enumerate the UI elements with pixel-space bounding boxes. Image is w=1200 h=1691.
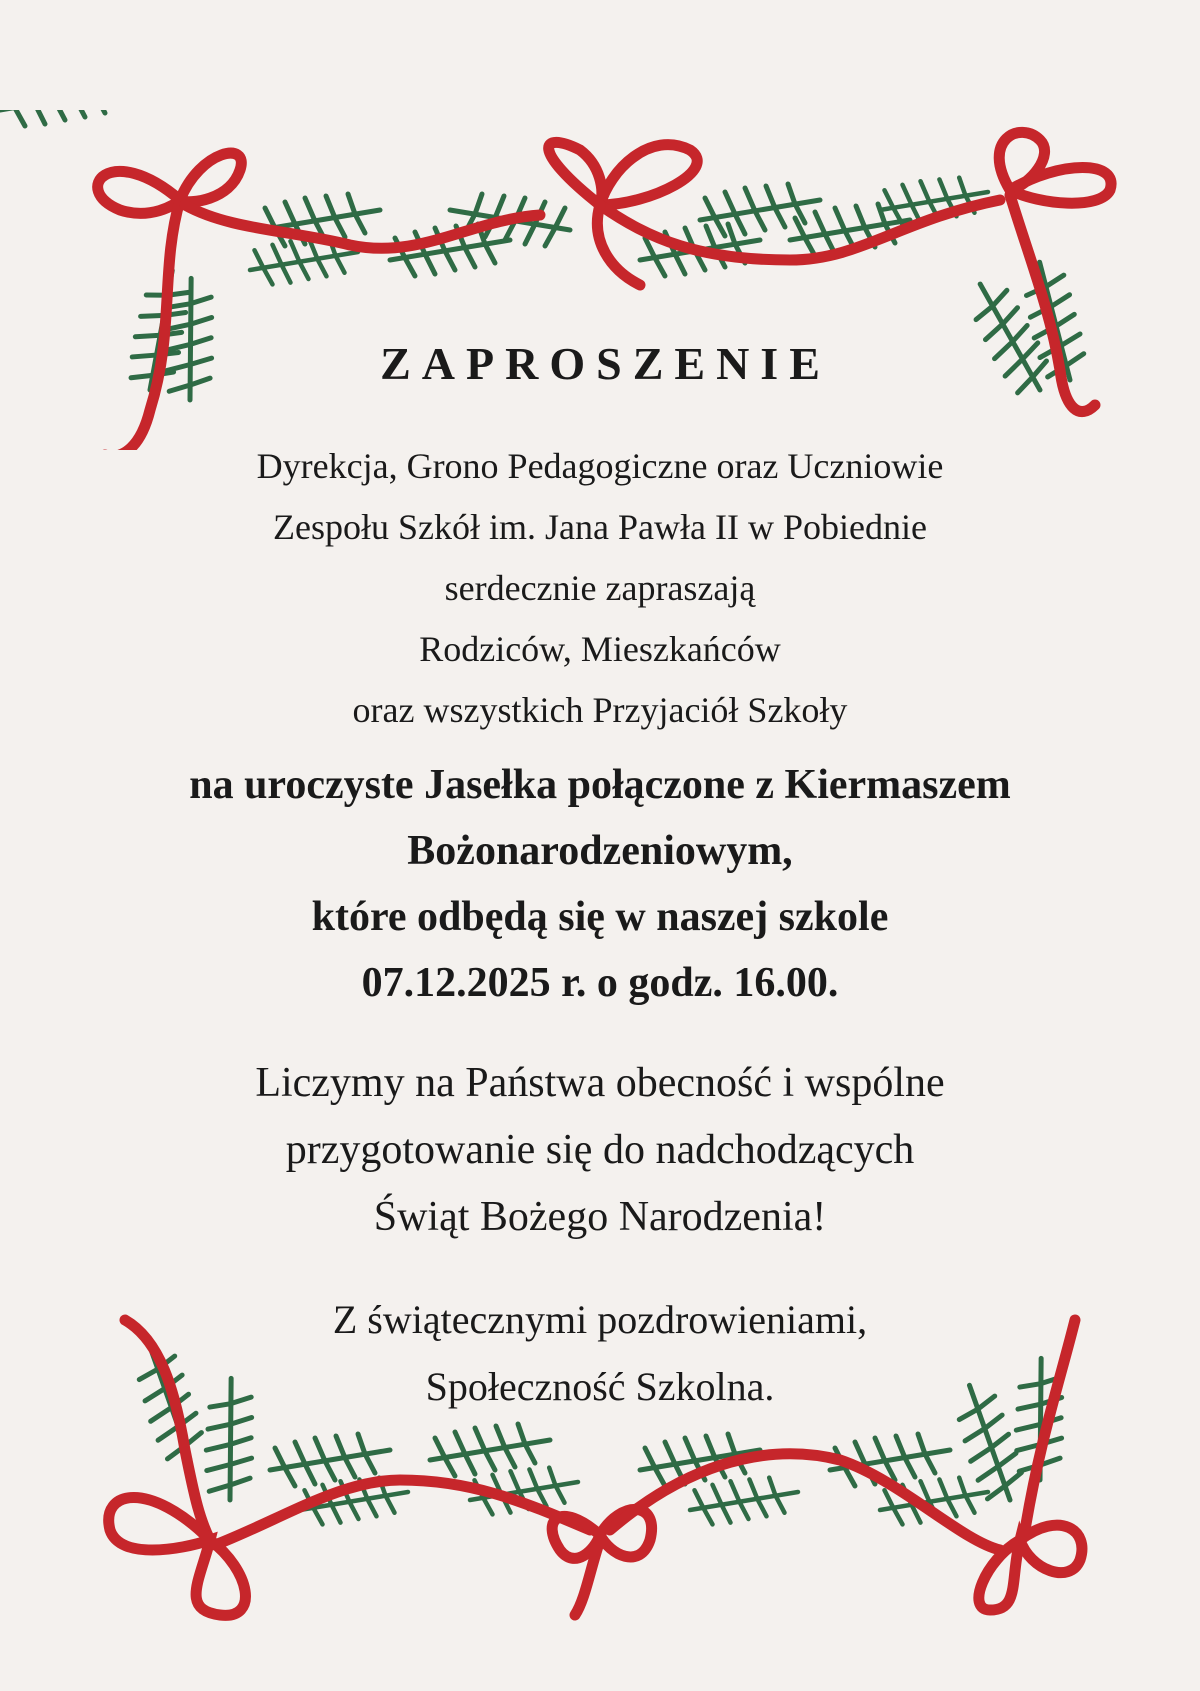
invite-line: Liczymy na Państwa obecność i wspólne <box>255 1060 945 1106</box>
bottom-pine-branches <box>134 1339 1077 1524</box>
invite-paragraph <box>0 1050 1200 1251</box>
intro-line: Rodziców, Mieszkańców <box>419 629 781 669</box>
signature-line: Społeczność Szkolna. <box>425 1364 775 1409</box>
invite-line: przygotowanie się do nadchodzących <box>285 1127 915 1173</box>
invitation-title: ZAPROSZENIE <box>380 338 831 389</box>
bottom-ribbons <box>109 1320 1082 1615</box>
intro-line: Dyrekcja, Grono Pedagogiczne oraz Uczniowie <box>256 446 944 486</box>
event-line: które odbędą się w naszej szkole <box>311 894 889 940</box>
intro-line: oraz wszystkich Przyjaciół Szkoły <box>352 690 848 730</box>
intro-line: Zespołu Szkół im. Jana Pawła II w Pobiednie <box>273 507 927 547</box>
event-line: na uroczyste Jasełka połączone z Kiermaszem <box>189 762 1011 808</box>
invite-line: Świąt Bożego Narodzenia! <box>373 1194 827 1240</box>
top-pine-branches <box>0 110 120 126</box>
intro-line: serdecznie zapraszają <box>444 568 756 608</box>
closing-line: Z świątecznymi pozdrowieniami, <box>332 1297 868 1342</box>
top-garland-decoration <box>0 110 1200 450</box>
event-line: Bożonarodzeniowym, <box>407 828 793 874</box>
intro-paragraph <box>0 436 1200 741</box>
bottom-garland-decoration <box>0 1300 1200 1630</box>
event-paragraph <box>0 752 1200 1016</box>
event-date-line: 07.12.2025 r. o godz. 16.00. <box>361 960 839 1006</box>
